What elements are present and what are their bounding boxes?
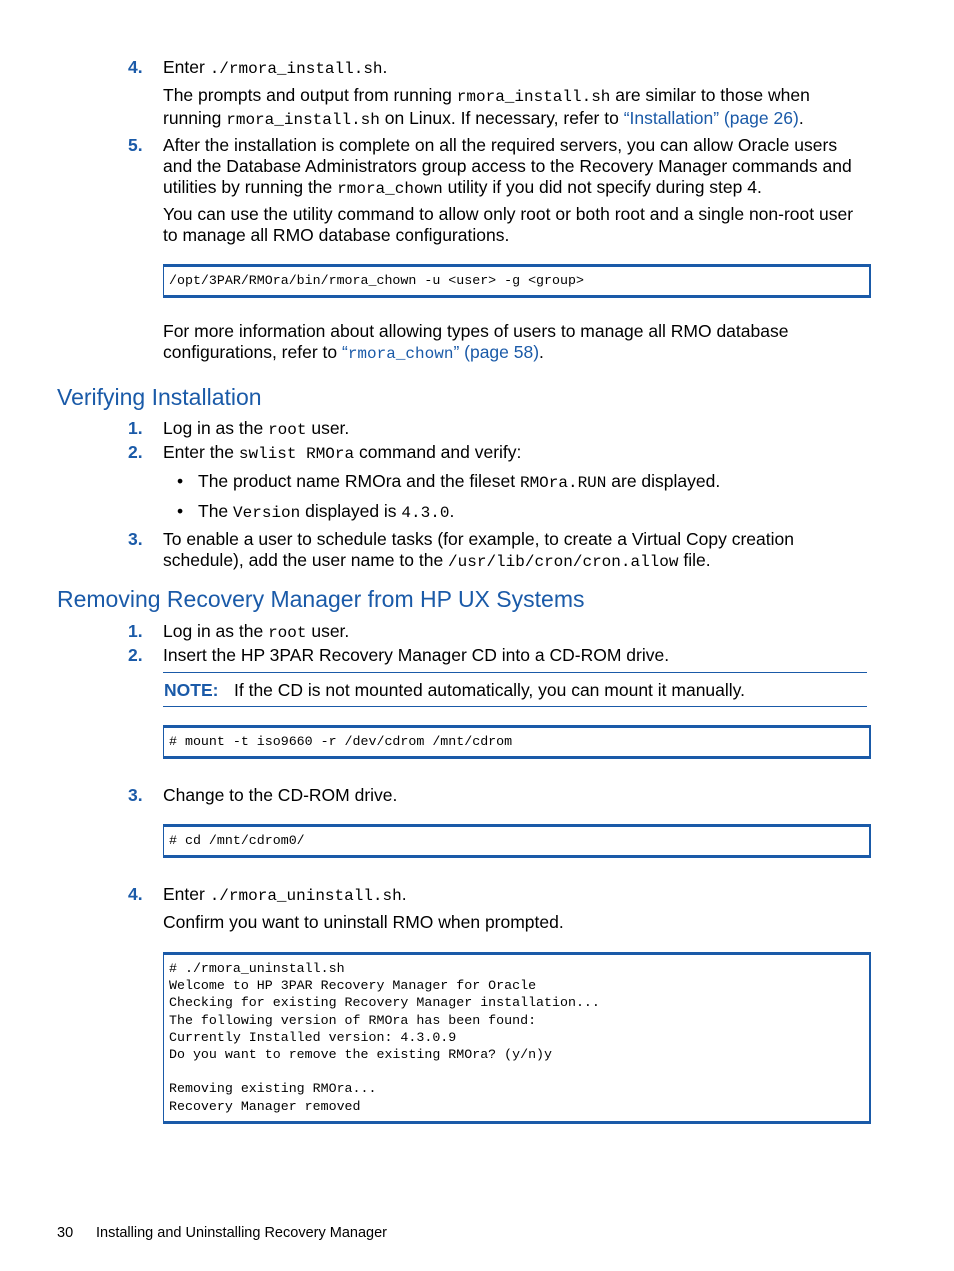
code-block: # mount -t iso9660 -r /dev/cdrom /mnt/cdrom	[163, 725, 871, 759]
step-number: 2.	[128, 442, 143, 462]
step-text: Enter ./rmora_uninstall.sh.	[163, 884, 407, 905]
step-number: 3.	[128, 785, 143, 805]
bullet: •	[177, 501, 184, 521]
step-text: Change to the CD-ROM drive.	[163, 785, 398, 805]
step-number: 4.	[128, 57, 143, 77]
paragraph: The prompts and output from running rmora_install.sh are similar to those when running rmora_install.sh on Linux. If necessary, refer to “Installation” (page 26).	[163, 85, 810, 129]
section-heading: Removing Recovery Manager from HP UX Systems	[57, 586, 585, 612]
step-number: 2.	[128, 645, 143, 665]
bullet: •	[177, 471, 184, 491]
step-number: 5.	[128, 135, 143, 155]
note-text: If the CD is not mounted automatically, you can mount it manually.	[234, 680, 745, 700]
page-number: 30	[57, 1225, 74, 1241]
step-text: Enter the swlist RMOra command and verify:	[163, 442, 522, 463]
paragraph: For more information about allowing types of users to manage all RMO database configurations, refer to “rmora_chown” (page 58).	[163, 321, 789, 363]
code-block: # cd /mnt/cdrom0/	[163, 824, 871, 858]
code-block: # ./rmora_uninstall.sh Welcome to HP 3PAR Recovery Manager for Oracle Checking for existing Recovery Manager installation... The following version of RMOra has been found: Currently Installed version: 4.3.0.9 Do you want to remove the existing RMOra? (y/n)y Removing existing RMOra... Recovery Manager removed	[163, 952, 871, 1124]
paragraph: You can use the utility command to allow only root or both root and a single non-root user to manage all RMO database configurations.	[163, 204, 854, 245]
code-inline: ./rmora_install.sh	[209, 60, 383, 78]
step-text: Enter ./rmora_install.sh.	[163, 57, 388, 78]
note-label: NOTE:	[164, 680, 219, 700]
step-number: 4.	[128, 884, 143, 904]
paragraph: After the installation is complete on all the required servers, you can allow Oracle users and the Database Administrators group access to the Recovery Manager commands and utilities by running the rmora_chown utility if you did not specify during step 4.	[163, 135, 852, 198]
step-number: 1.	[128, 621, 143, 641]
step-text: Insert the HP 3PAR Recovery Manager CD into a CD-ROM drive.	[163, 645, 670, 665]
footer-title: Installing and Uninstalling Recovery Manager	[96, 1225, 387, 1241]
bullet-text: The product name RMOra and the fileset RMOra.RUN are displayed.	[198, 471, 721, 492]
bullet-text: The Version displayed is 4.3.0.	[198, 501, 455, 522]
step-text: Log in as the root user.	[163, 621, 350, 642]
rmora-chown-link[interactable]: “rmora_chown” (page 58)	[341, 342, 540, 363]
note-box	[163, 672, 867, 707]
paragraph: Confirm you want to uninstall RMO when prompted.	[163, 912, 564, 932]
step-number: 3.	[128, 529, 143, 549]
installation-link[interactable]: “Installation” (page 26)	[623, 108, 799, 128]
step-text: Log in as the root user.	[163, 418, 350, 439]
step-text: To enable a user to schedule tasks (for example, to create a Virtual Copy creation schedule), add the user name to the /usr/lib/cron/cron.allow file.	[163, 529, 794, 571]
code-block: /opt/3PAR/RMOra/bin/rmora_chown -u <user> -g <group>	[163, 264, 871, 298]
section-heading: Verifying Installation	[57, 384, 262, 410]
step-number: 1.	[128, 418, 143, 438]
